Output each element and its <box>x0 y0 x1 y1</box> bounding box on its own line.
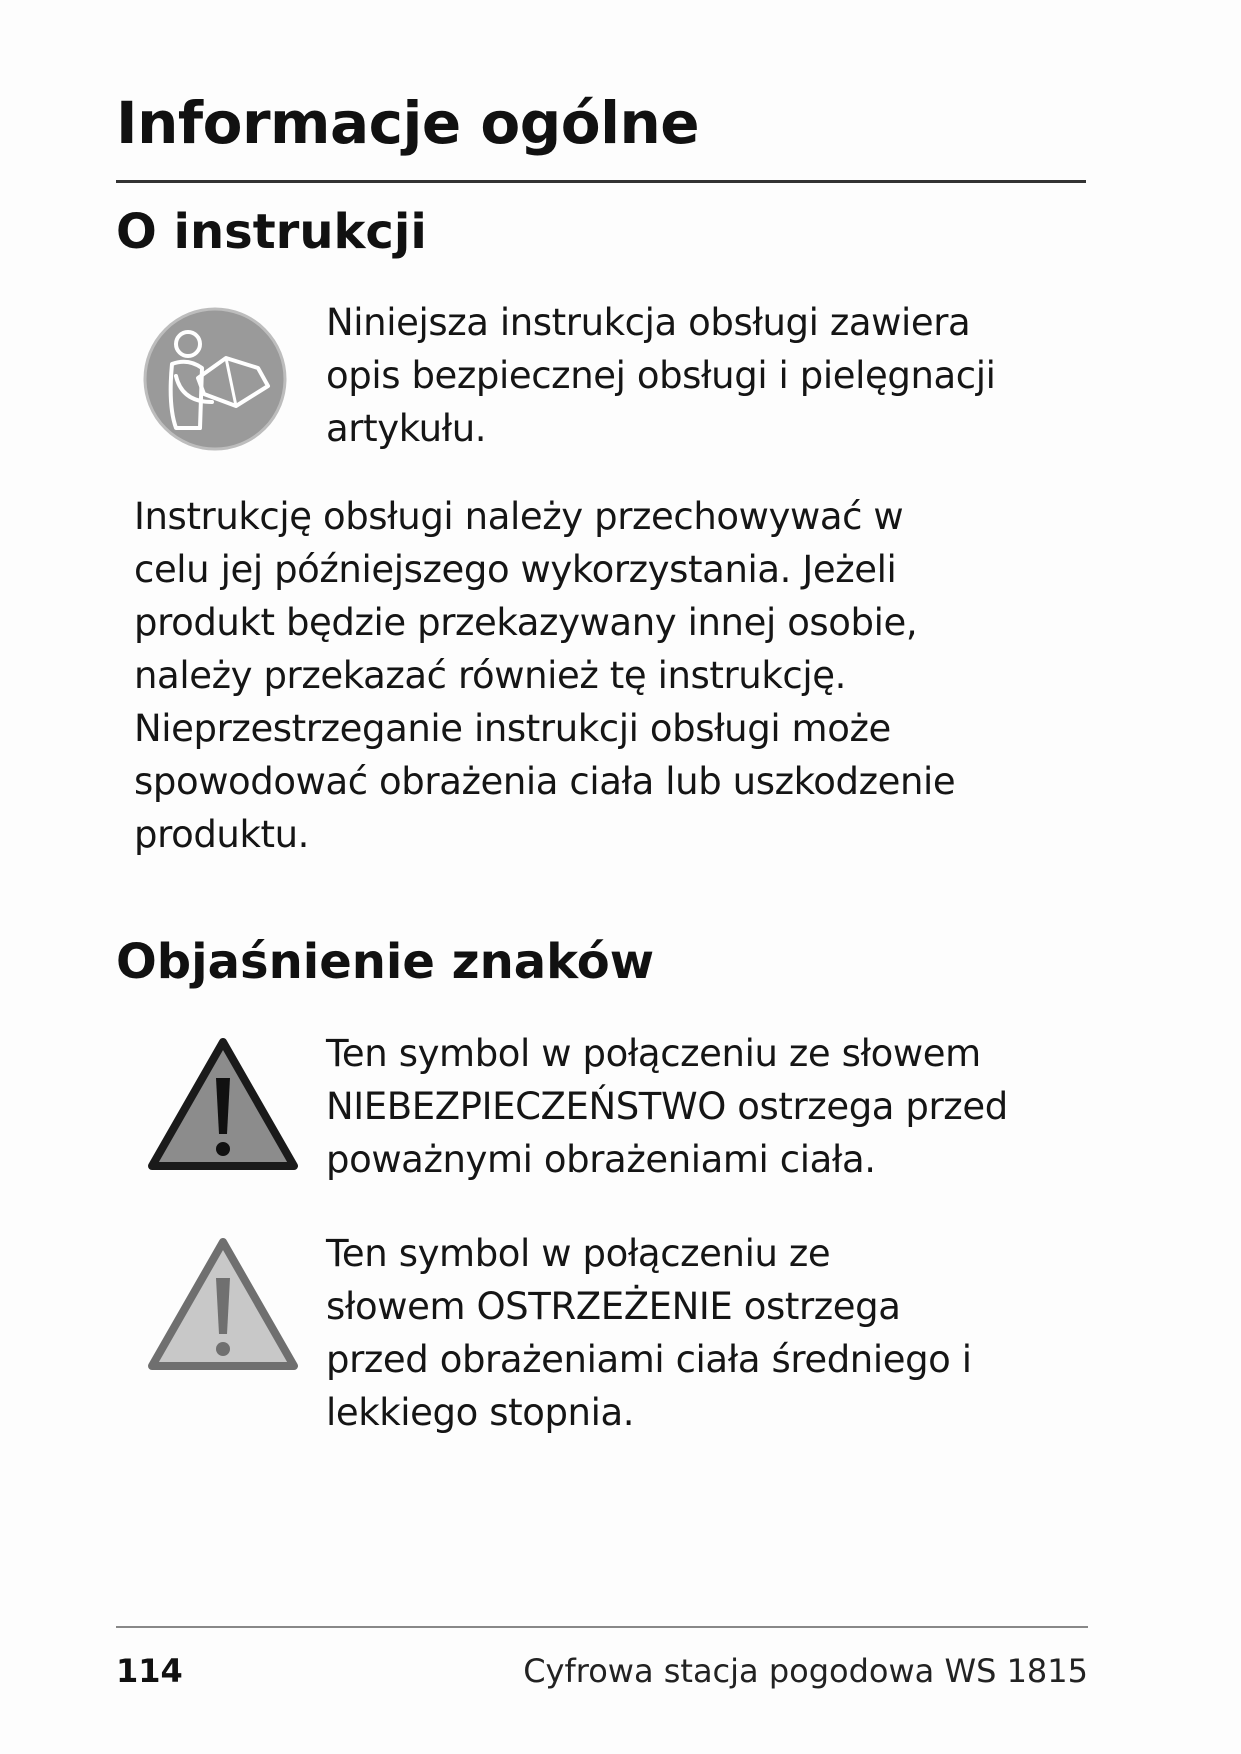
caution-symbol-text: Ten symbol w połączeniu ze słowem OSTRZEŻENIE ostrzega przed obrażeniami ciała średniego i lekkiego stopnia. <box>326 1232 972 1434</box>
section-heading-about: O instrukcji <box>116 204 427 260</box>
danger-symbol-text: Ten symbol w połączeniu ze słowem NIEBEZPIECZEŃSTWO ostrzega przed poważnymi obrażeniami ciała. <box>326 1032 1008 1181</box>
page-number: 114 <box>116 1652 183 1690</box>
read-manual-icon <box>142 306 288 452</box>
about-body-text: Instrukcję obsługi należy przechowywać w celu jej późniejszego wykorzystania. Jeżeli produkt będzie przekazywany innej osobie, należy przekazać również tę instrukcję. Nieprzestrzeganie instrukcji obsługi może spowodować obrażenia ciała lub uszkodzenie produktu. <box>134 495 956 856</box>
caution-warning-triangle-icon <box>148 1236 298 1372</box>
page-title: Informacje ogólne <box>116 89 700 157</box>
footer-divider <box>116 1626 1088 1628</box>
danger-warning-triangle-icon <box>148 1036 298 1172</box>
footer-document-title: Cyfrowa stacja pogodowa WS 1815 <box>523 1652 1088 1690</box>
title-divider <box>116 180 1086 183</box>
section-heading-symbols: Objaśnienie znaków <box>116 934 655 990</box>
about-intro-text: Niniejsza instrukcja obsługi zawiera opis bezpiecznej obsługi i pielęgnacji artykułu. <box>326 301 996 450</box>
